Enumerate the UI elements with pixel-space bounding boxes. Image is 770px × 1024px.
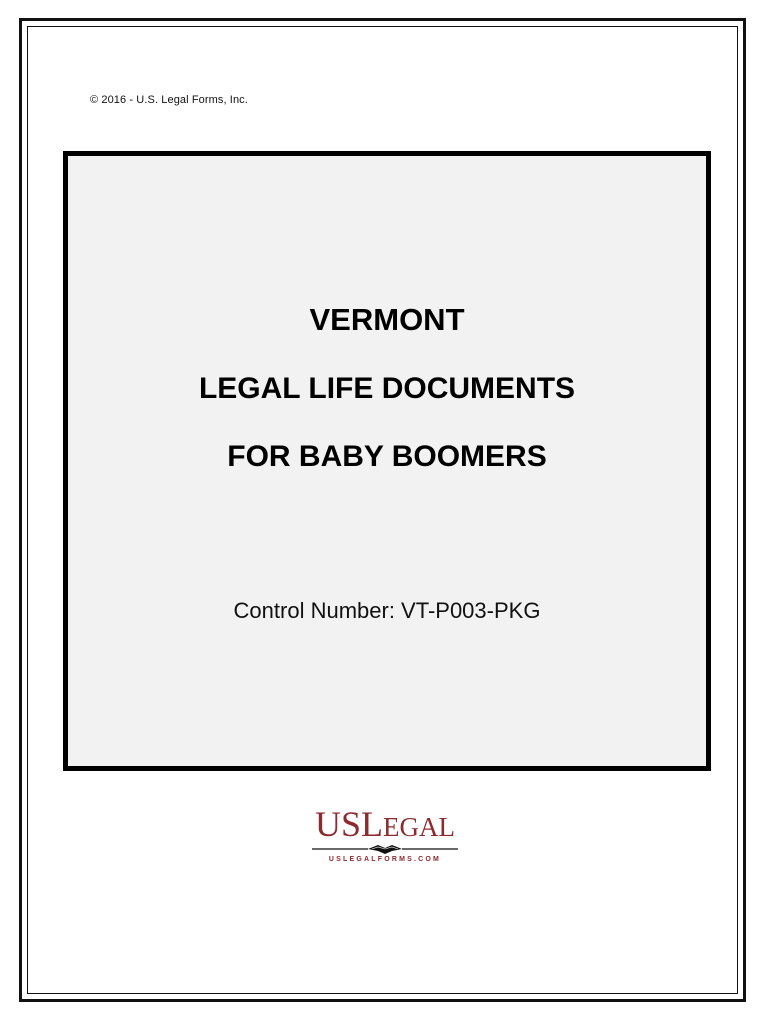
logo-url: USLEGALFORMS.COM [328,856,442,863]
logo-letters-egal: EGAL [383,812,455,842]
title-sub: FOR BABY BOOMERS [227,440,547,473]
title-main: LEGAL LIFE DOCUMENTS [198,372,576,405]
cover-title-box [63,151,711,771]
logo-letter-l: L [361,804,384,844]
eagle-icon [310,843,460,855]
control-number: Control Number: VT-P003-PKG [233,598,541,623]
logo-letter-s: S [340,804,362,844]
copyright-notice: © 2016 - U.S. Legal Forms, Inc. [90,94,248,106]
uslegal-logo [300,806,470,866]
logo-wordmark [300,806,470,842]
title-state: VERMONT [309,302,465,337]
logo-letter-u: U [314,804,341,844]
